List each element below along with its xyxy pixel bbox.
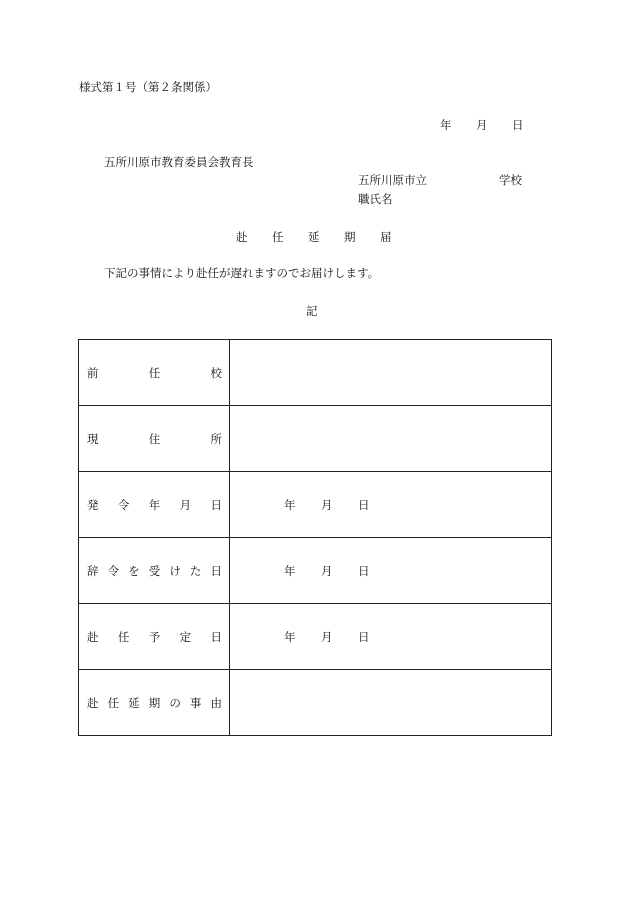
label-char: 赴 xyxy=(87,695,99,710)
label-char: 発 xyxy=(87,497,99,512)
label-char: 令 xyxy=(107,563,120,578)
scheduled-arrival-date-field[interactable] xyxy=(230,604,552,670)
year-label: 年 xyxy=(284,497,296,512)
title-char: 赴 xyxy=(236,230,248,244)
appointment-date-field[interactable] xyxy=(230,472,552,538)
label-char: 定 xyxy=(179,629,192,644)
label-char: の xyxy=(169,695,181,710)
label-char: 由 xyxy=(210,695,222,710)
title-char: 届 xyxy=(380,230,392,244)
month-label: 月 xyxy=(321,497,333,512)
row-label xyxy=(79,406,230,472)
label-char: 前 xyxy=(87,365,99,380)
date-year: 年 xyxy=(440,118,452,132)
submission-date xyxy=(440,120,524,132)
day-label: 日 xyxy=(358,629,370,644)
delay-reason-field[interactable] xyxy=(230,670,552,736)
label-char: 住 xyxy=(148,431,161,446)
label-char: け xyxy=(169,563,181,578)
date-day: 日 xyxy=(512,118,524,132)
day-label: 日 xyxy=(358,563,370,578)
table-row xyxy=(79,670,552,736)
date-month: 月 xyxy=(476,118,488,132)
form-table xyxy=(78,339,552,736)
previous-school-field[interactable] xyxy=(230,340,552,406)
label-char: 受 xyxy=(148,563,161,578)
year-label: 年 xyxy=(284,563,296,578)
school-line xyxy=(358,175,522,187)
school-suffix: 学校 xyxy=(499,173,522,187)
row-label xyxy=(79,472,230,538)
title-char: 任 xyxy=(272,230,284,244)
row-label xyxy=(79,340,230,406)
label-char: 校 xyxy=(210,365,222,380)
table-row xyxy=(79,604,552,670)
intro-text: 下記の事情により赴任が遅れますのでお届けします。 xyxy=(104,266,380,280)
row-label xyxy=(79,538,230,604)
label-char: 令 xyxy=(117,497,130,512)
label-char: 年 xyxy=(148,497,161,512)
commission-received-date-field[interactable] xyxy=(230,538,552,604)
row-label xyxy=(79,604,230,670)
label-char: 赴 xyxy=(87,629,99,644)
title-char: 期 xyxy=(344,230,356,244)
addressee: 五所川原市教育委員会教育長 xyxy=(104,155,254,169)
label-char: 辞 xyxy=(87,563,99,578)
document-title xyxy=(236,232,416,244)
label-char: 日 xyxy=(210,629,222,644)
label-char: 日 xyxy=(210,497,222,512)
label-char: 任 xyxy=(117,629,130,644)
title-char: 延 xyxy=(308,230,320,244)
label-char: 現 xyxy=(87,431,99,446)
table-row xyxy=(79,406,552,472)
label-char: 任 xyxy=(148,365,161,380)
table-row xyxy=(79,538,552,604)
row-label xyxy=(79,670,230,736)
label-char: 日 xyxy=(210,563,222,578)
school-prefix: 五所川原市立 xyxy=(358,173,427,187)
year-label: 年 xyxy=(284,629,296,644)
current-address-field[interactable] xyxy=(230,406,552,472)
month-label: 月 xyxy=(321,563,333,578)
label-char: 予 xyxy=(148,629,161,644)
table-row xyxy=(79,340,552,406)
label-char: 期 xyxy=(148,695,161,710)
label-char: を xyxy=(128,563,140,578)
label-char: 事 xyxy=(189,695,202,710)
label-char: 所 xyxy=(210,431,222,446)
label-char: 延 xyxy=(128,695,140,710)
month-label: 月 xyxy=(321,629,333,644)
form-number: 様式第１号（第２条関係） xyxy=(79,80,217,94)
ki-heading: 記 xyxy=(306,304,318,318)
label-char: た xyxy=(189,563,202,578)
label-char: 任 xyxy=(107,695,120,710)
label-char: 月 xyxy=(179,497,192,512)
table-row xyxy=(79,472,552,538)
position-name: 職氏名 xyxy=(358,192,393,206)
day-label: 日 xyxy=(358,497,370,512)
